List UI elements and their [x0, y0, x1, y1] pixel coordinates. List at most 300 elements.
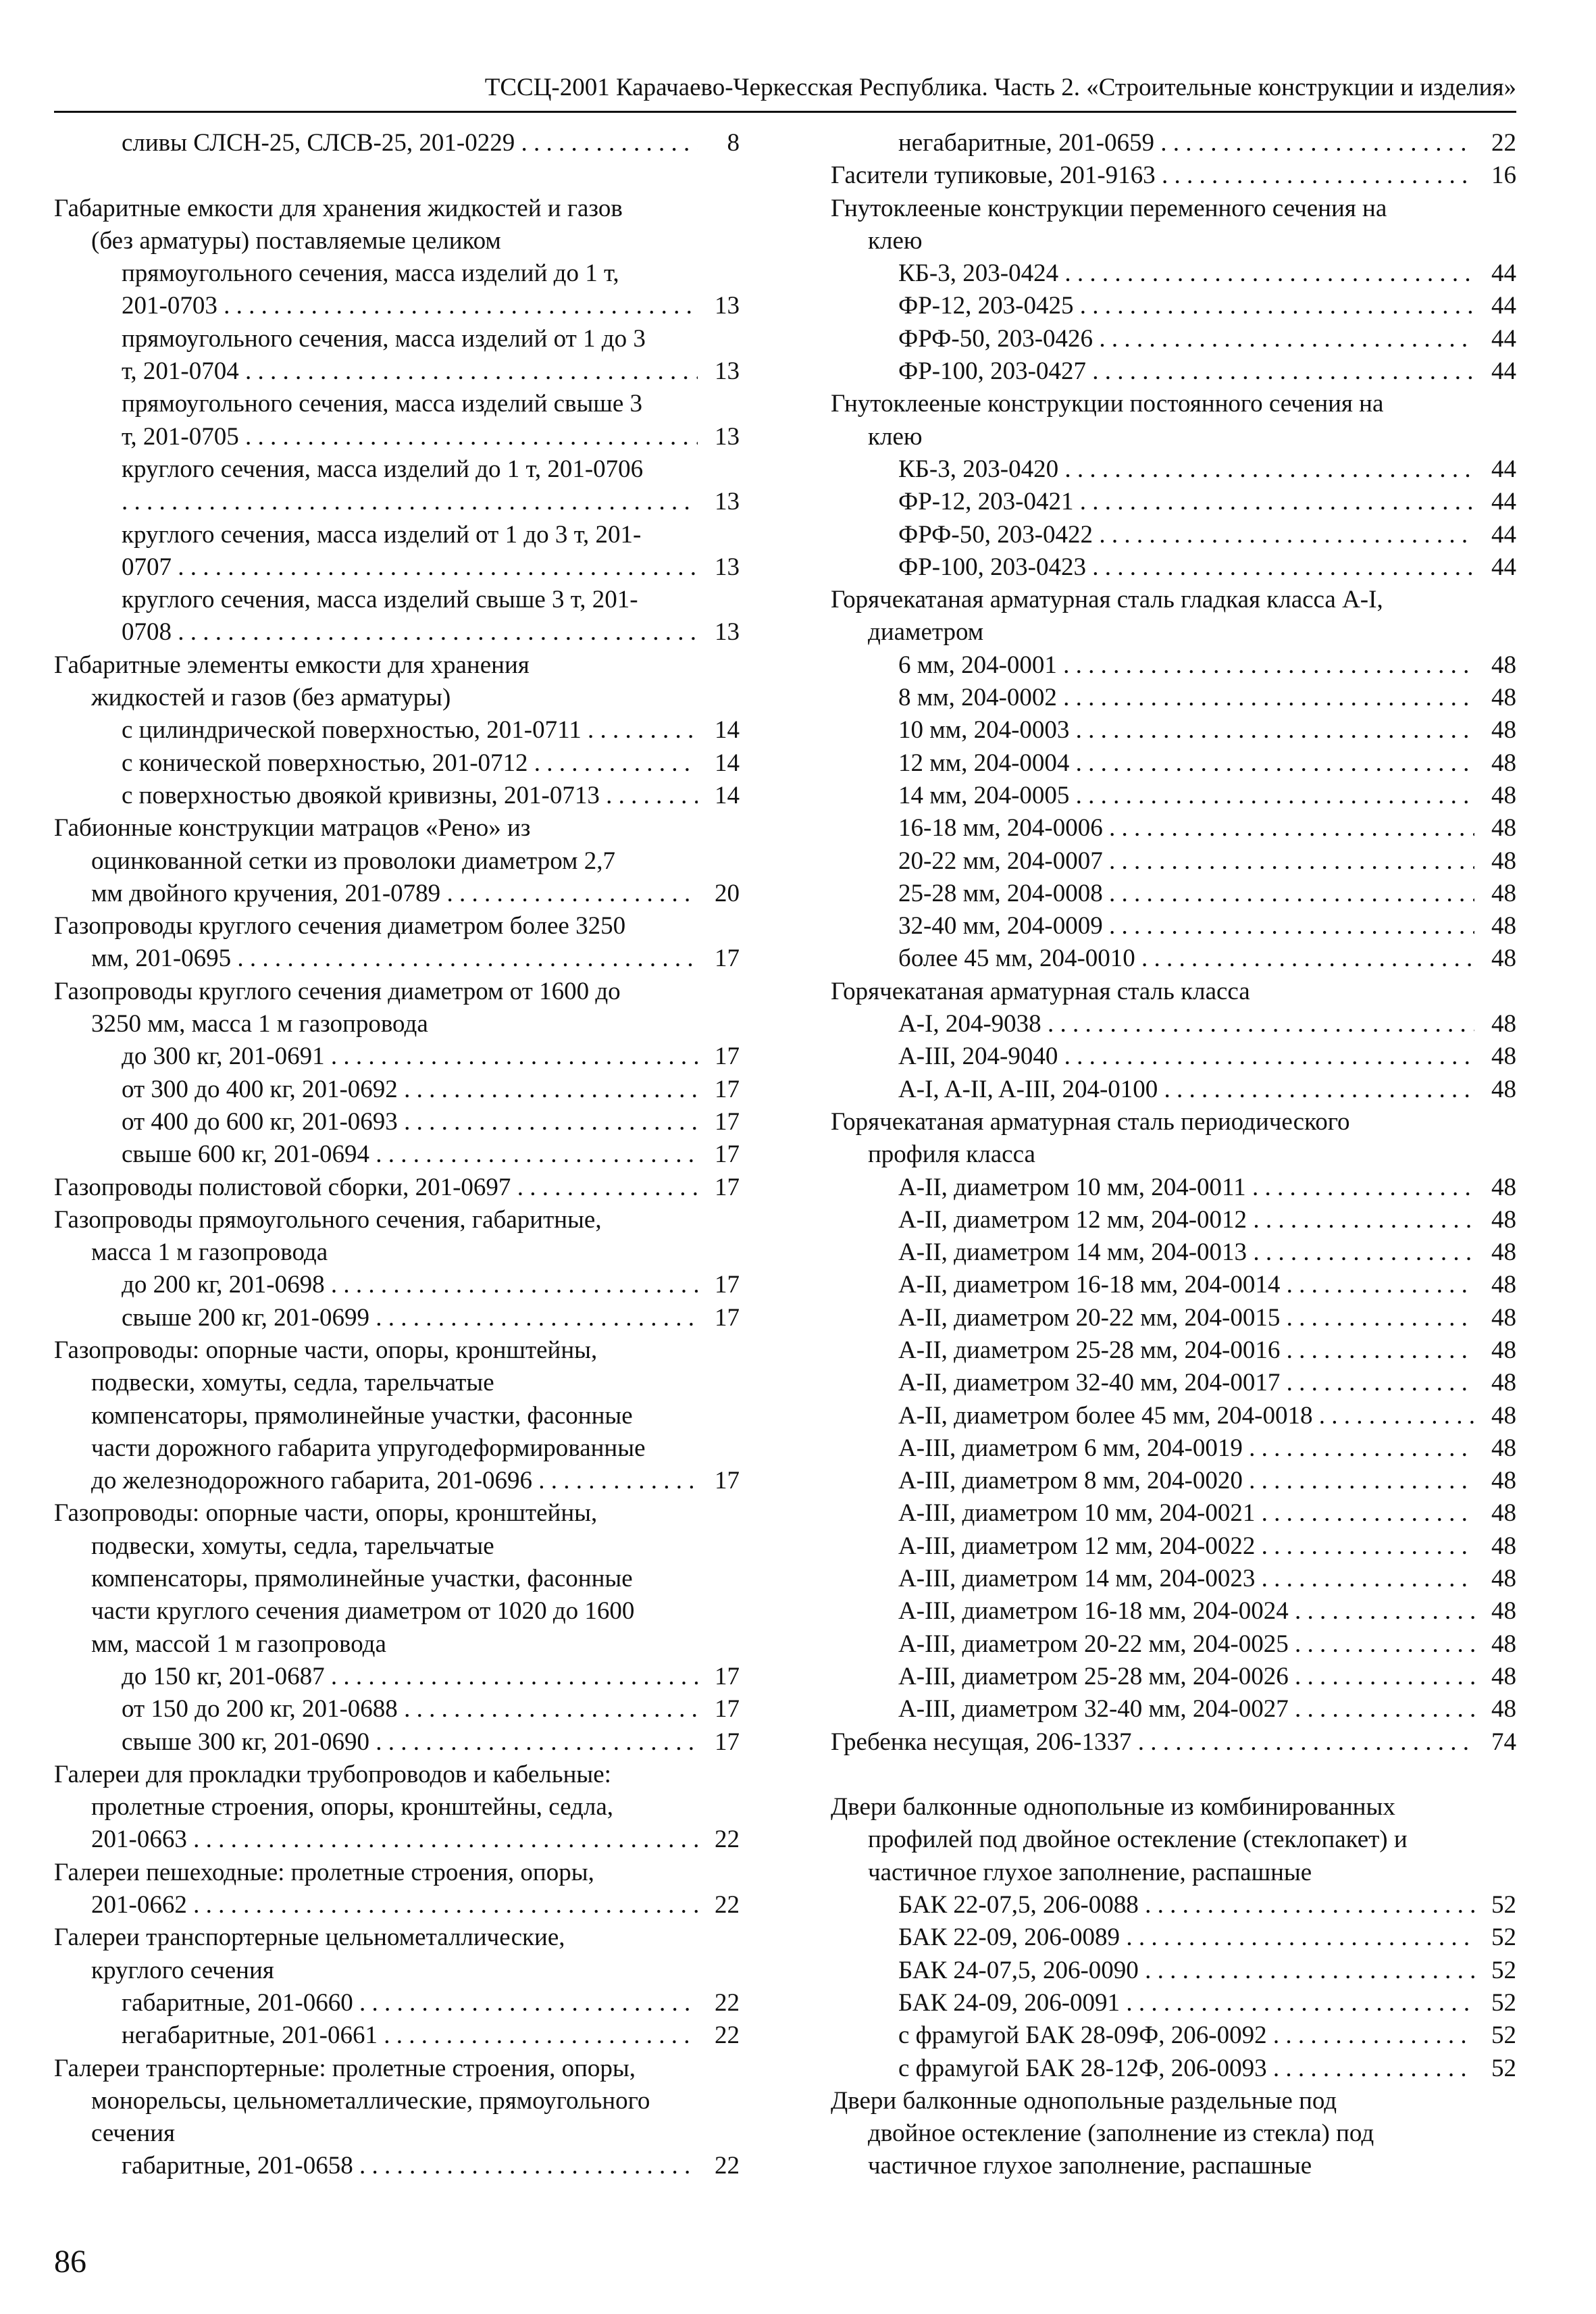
index-heading-line — [54, 910, 740, 942]
entry-text: A-III, диаметром 20-22 мм, 204-0025 . . . — [898, 1628, 1474, 1661]
index-entry — [831, 1400, 1516, 1432]
index-heading-line — [54, 1497, 740, 1530]
entry-page-number: 48 — [1489, 649, 1516, 682]
entry-page-number: 48 — [1489, 942, 1516, 975]
index-entry — [831, 453, 1516, 486]
entry-text: с конической поверхностью, 201-0712 . . . — [122, 747, 698, 780]
index-entry — [831, 1367, 1516, 1399]
entry-text: сечения — [91, 2119, 176, 2148]
index-entry — [831, 1334, 1516, 1367]
index-entry — [54, 1987, 740, 2019]
page-number: 86 — [54, 2244, 86, 2280]
entry-text: A-III, диаметром 8 мм, 204-0020 . . . — [898, 1465, 1474, 1497]
entry-text: с фрамугой БАК 28-09Ф, 206-0092 . . . — [898, 2019, 1474, 2052]
entry-text: ФР-100, 203-0423 . . . — [898, 551, 1474, 584]
entry-page-number: 48 — [1489, 910, 1516, 942]
index-entry — [831, 1008, 1516, 1040]
entry-page-number: 52 — [1489, 2053, 1516, 2085]
entry-text: Двери балконные однопольные раздельные под — [831, 2086, 1337, 2115]
index-entry — [831, 2053, 1516, 2085]
entry-text: 3250 мм, масса 1 м газопровода — [91, 1010, 428, 1038]
entry-page-number: 48 — [1489, 780, 1516, 812]
entry-page-number: 48 — [1489, 1693, 1516, 1726]
index-entry — [831, 2019, 1516, 2052]
entry-text: частичное глухое заполнение, распашные — [868, 2152, 1312, 2180]
index-heading-line — [54, 1791, 740, 1823]
index-entry — [831, 1889, 1516, 1921]
entry-text: БАК 24-09, 206-0091 . . . — [898, 1987, 1474, 2019]
index-entry — [54, 127, 740, 159]
index-entry — [831, 519, 1516, 551]
index-heading-line — [54, 1530, 740, 1563]
index-heading-line — [54, 257, 740, 290]
index-heading-line — [831, 388, 1516, 420]
index-entry — [831, 290, 1516, 322]
entry-page-number: 14 — [712, 780, 740, 812]
index-entry — [54, 1693, 740, 1726]
index-heading-line — [54, 1857, 740, 1889]
entry-text: от 300 до 400 кг, 201-0692 . . . — [122, 1074, 698, 1106]
entry-page-number: 48 — [1489, 1172, 1516, 1204]
entry-page-number: 44 — [1489, 323, 1516, 355]
entry-page-number: 44 — [1489, 486, 1516, 518]
entry-text: Габионные конструкции матрацов «Рено» из — [54, 814, 531, 842]
entry-page-number: 52 — [1489, 1987, 1516, 2019]
entry-text: A-III, диаметром 10 мм, 204-0021 . . . — [898, 1497, 1474, 1530]
index-entry — [831, 845, 1516, 878]
entry-text: подвески, хомуты, седла, тарельчатые — [91, 1369, 494, 1397]
entry-text: компенсаторы, прямолинейные участки, фасонные — [91, 1565, 633, 1593]
entry-text: Горячекатаная арматурная сталь гладкая класса A-I, — [831, 586, 1383, 614]
index-heading-line — [54, 1204, 740, 1236]
index-heading-line — [831, 976, 1516, 1008]
entry-text: мм, массой 1 м газопровода — [91, 1630, 386, 1658]
entry-text: 0707 . . . — [122, 551, 698, 584]
index-entry — [54, 421, 740, 453]
index-heading-line — [831, 2117, 1516, 2150]
entry-page-number: 44 — [1489, 257, 1516, 290]
index-entry — [831, 1432, 1516, 1465]
entry-page-number: 20 — [712, 878, 740, 910]
entry-page-number: 48 — [1489, 1040, 1516, 1073]
index-heading-line — [54, 1432, 740, 1465]
entry-page-number: 13 — [712, 486, 740, 518]
entry-text: оцинкованной сетки из проволоки диаметром 2,7 — [91, 847, 615, 875]
index-entry — [54, 1269, 740, 1301]
entry-page-number: 48 — [1489, 1563, 1516, 1595]
entry-text: Габаритные элементы емкости для хранения — [54, 651, 530, 679]
index-entry — [831, 1921, 1516, 1954]
entry-text — [122, 486, 698, 518]
index-heading-line — [54, 845, 740, 878]
index-entry — [831, 780, 1516, 812]
entry-text: более 45 мм, 204-0010 . . . — [898, 942, 1474, 975]
index-heading-line — [54, 1008, 740, 1040]
index-heading-line — [831, 1106, 1516, 1138]
index-heading-line — [54, 323, 740, 355]
index-entry — [831, 1465, 1516, 1497]
entry-text: габаритные, 201-0658 . . . — [122, 2150, 698, 2182]
index-heading-line — [831, 2085, 1516, 2117]
index-heading-line — [54, 1400, 740, 1432]
entry-text: 201-0663 . . . — [91, 1823, 698, 1856]
entry-text: диаметром — [868, 618, 984, 647]
index-heading-line — [54, 2053, 740, 2085]
entry-text: до 150 кг, 201-0687 . . . — [122, 1661, 698, 1693]
index-entry — [831, 1987, 1516, 2019]
entry-text: Горячекатаная арматурная сталь периодического — [831, 1107, 1350, 1136]
entry-text: прямоугольного сечения, масса изделий свыше 3 — [122, 390, 643, 418]
entry-text: 8 мм, 204-0002 . . . — [898, 682, 1474, 714]
index-entry — [831, 257, 1516, 290]
entry-text: масса 1 м газопровода — [91, 1238, 328, 1267]
entry-text: профилей под двойное остекление (стеклопакет) и — [868, 1826, 1408, 1854]
entry-text: 25-28 мм, 204-0008 . . . — [898, 878, 1474, 910]
index-entry — [831, 159, 1516, 192]
index-heading-line — [54, 1759, 740, 1791]
entry-page-number: 22 — [712, 1823, 740, 1856]
entry-text: A-II, диаметром 14 мм, 204-0013 . . . — [898, 1236, 1474, 1269]
index-entry — [831, 323, 1516, 355]
entry-text: до 300 кг, 201-0691 . . . — [122, 1040, 698, 1073]
entry-text: Гасители тупиковые, 201-9163 . . . — [831, 159, 1474, 192]
entry-page-number: 17 — [712, 1172, 740, 1204]
index-entry — [54, 1465, 740, 1497]
index-heading-line — [54, 1595, 740, 1628]
entry-text: круглого сечения — [91, 1956, 274, 1984]
entry-text: A-II, диаметром более 45 мм, 204-0018 . . . — [898, 1400, 1474, 1432]
index-entry — [54, 355, 740, 388]
entry-page-number: 8 — [725, 127, 740, 159]
entry-text: части круглого сечения диаметром от 1020 до 1600 — [91, 1597, 635, 1626]
blank-line — [831, 1759, 1516, 1791]
index-entry — [54, 714, 740, 747]
entry-text: 6 мм, 204-0001 . . . — [898, 649, 1474, 682]
entry-page-number: 52 — [1489, 2019, 1516, 2052]
entry-page-number: 13 — [712, 355, 740, 388]
index-entry — [831, 1074, 1516, 1106]
entry-text: A-I, A-II, A-III, 204-0100 . . . — [898, 1074, 1474, 1106]
entry-page-number: 48 — [1489, 1074, 1516, 1106]
index-entry — [54, 1823, 740, 1856]
index-heading-line — [54, 1563, 740, 1595]
entry-page-number: 16 — [1489, 159, 1516, 192]
index-entry — [831, 355, 1516, 388]
index-heading-line — [54, 649, 740, 682]
entry-text: части дорожного габарита упругодеформированные — [91, 1434, 646, 1462]
entry-text: т, 201-0704 . . . — [122, 355, 698, 388]
index-entry — [54, 1726, 740, 1759]
entry-page-number: 44 — [1489, 355, 1516, 388]
index-heading-line — [54, 193, 740, 225]
entry-page-number: 52 — [1489, 1955, 1516, 1987]
entry-page-number: 52 — [1489, 1921, 1516, 1954]
entry-page-number: 48 — [1489, 714, 1516, 747]
entry-page-number: 17 — [712, 942, 740, 975]
index-entry — [54, 1302, 740, 1334]
entry-text: A-III, 204-9040 . . . — [898, 1040, 1474, 1073]
index-heading-line — [54, 519, 740, 551]
entry-text: КБ-3, 203-0420 . . . — [898, 453, 1474, 486]
entry-text: Газопроводы полистовой сборки, 201-0697 . . . — [54, 1172, 698, 1204]
entry-text: КБ-3, 203-0424 . . . — [898, 257, 1474, 290]
entry-text: Гнутоклееные конструкции переменного сечения на — [831, 194, 1387, 222]
entry-text: монорельсы, цельнометаллические, прямоугольного — [91, 2086, 650, 2115]
entry-text: Габаритные емкости для хранения жидкостей и газов — [54, 194, 623, 222]
entry-page-number: 48 — [1489, 1302, 1516, 1334]
entry-text: негабаритные, 201-0661 . . . — [122, 2019, 698, 2052]
entry-text: круглого сечения, масса изделий до 1 т, 201-0706 — [122, 455, 644, 483]
index-entry — [831, 1661, 1516, 1693]
index-heading-line — [54, 812, 740, 845]
entry-page-number: 48 — [1489, 1236, 1516, 1269]
index-entry — [831, 1726, 1516, 1759]
index-entry — [831, 714, 1516, 747]
index-entry — [831, 551, 1516, 584]
entry-text: Газопроводы прямоугольного сечения, габаритные, — [54, 1205, 602, 1234]
index-heading-line — [831, 1138, 1516, 1171]
entry-page-number: 17 — [712, 1040, 740, 1073]
entry-page-number: 22 — [1489, 127, 1516, 159]
entry-text: профиля класса — [868, 1140, 1035, 1169]
index-entry — [831, 747, 1516, 780]
index-heading-line — [831, 2150, 1516, 2182]
entry-text: 20-22 мм, 204-0007 . . . — [898, 845, 1474, 878]
entry-text: сливы СЛСН-25, СЛСВ-25, 201-0229 . . . — [122, 127, 698, 159]
entry-page-number: 48 — [1489, 747, 1516, 780]
index-entry — [831, 1595, 1516, 1628]
index-heading-line — [54, 1334, 740, 1367]
index-entry — [54, 290, 740, 322]
index-entry — [54, 2019, 740, 2052]
entry-text: A-II, диаметром 16-18 мм, 204-0014 . . . — [898, 1269, 1474, 1301]
entry-text: Газопроводы круглого сечения диаметром более 3250 — [54, 912, 626, 940]
entry-page-number: 48 — [1489, 1400, 1516, 1432]
entry-page-number: 17 — [712, 1726, 740, 1759]
entry-text: A-I, 204-9038 . . . — [898, 1008, 1474, 1040]
entry-page-number: 22 — [712, 1889, 740, 1921]
entry-page-number: 48 — [1489, 1367, 1516, 1399]
entry-page-number: 48 — [1489, 1269, 1516, 1301]
index-entry — [831, 1236, 1516, 1269]
index-heading-line — [54, 225, 740, 257]
index-heading-line — [54, 1236, 740, 1269]
index-entry — [54, 1138, 740, 1171]
index-entry — [831, 910, 1516, 942]
entry-text: Газопроводы круглого сечения диаметром от 1600 до — [54, 977, 621, 1005]
index-entry — [54, 486, 740, 518]
index-entry — [831, 486, 1516, 518]
entry-text: A-II, диаметром 25-28 мм, 204-0016 . . . — [898, 1334, 1474, 1367]
entry-text: Газопроводы: опорные части, опоры, кронштейны, — [54, 1336, 598, 1364]
entry-page-number: 48 — [1489, 1204, 1516, 1236]
entry-page-number: 48 — [1489, 1008, 1516, 1040]
entry-page-number: 17 — [712, 1074, 740, 1106]
entry-text: Гребенка несущая, 206-1337 . . . — [831, 1726, 1474, 1759]
entry-page-number: 14 — [712, 714, 740, 747]
entry-text: (без арматуры) поставляемые целиком — [91, 226, 501, 255]
index-entry — [831, 127, 1516, 159]
entry-page-number: 22 — [712, 2150, 740, 2182]
entry-text: габаритные, 201-0660 . . . — [122, 1987, 698, 2019]
entry-page-number: 17 — [712, 1269, 740, 1301]
entry-text: ФРФ-50, 203-0426 . . . — [898, 323, 1474, 355]
entry-page-number: 17 — [712, 1138, 740, 1171]
entry-text: A-II, диаметром 10 мм, 204-0011 . . . — [898, 1172, 1474, 1204]
index-entry — [831, 812, 1516, 845]
entry-text: 32-40 мм, 204-0009 . . . — [898, 910, 1474, 942]
index-entry — [831, 682, 1516, 714]
entry-text: прямоугольного сечения, масса изделий до 1 т, — [122, 259, 619, 288]
index-entry — [831, 1040, 1516, 1073]
index-entry — [54, 1889, 740, 1921]
entry-page-number: 17 — [712, 1693, 740, 1726]
entry-page-number: 48 — [1489, 878, 1516, 910]
entry-page-number: 13 — [712, 616, 740, 649]
index-entry — [54, 942, 740, 975]
entry-page-number: 48 — [1489, 812, 1516, 845]
index-entry — [831, 1955, 1516, 1987]
entry-page-number: 74 — [1489, 1726, 1516, 1759]
index-entry — [54, 747, 740, 780]
entry-page-number: 17 — [712, 1302, 740, 1334]
index-entry — [54, 1074, 740, 1106]
index-column-right — [831, 127, 1516, 2183]
entry-text: 12 мм, 204-0004 . . . — [898, 747, 1474, 780]
entry-text: БАК 24-07,5, 206-0090 . . . — [898, 1955, 1474, 1987]
index-entry — [831, 649, 1516, 682]
entry-text: Газопроводы: опорные части, опоры, кронштейны, — [54, 1499, 598, 1528]
entry-text: т, 201-0705 . . . — [122, 421, 698, 453]
entry-text: ФРФ-50, 203-0422 . . . — [898, 519, 1474, 551]
entry-text: до железнодорожного габарита, 201-0696 . . . — [91, 1465, 698, 1497]
index-entry — [831, 1269, 1516, 1301]
index-entry — [54, 2150, 740, 2182]
entry-page-number: 17 — [712, 1661, 740, 1693]
index-heading-line — [54, 1367, 740, 1399]
entry-text: A-III, диаметром 32-40 мм, 204-0027 . . . — [898, 1693, 1474, 1726]
index-entry — [831, 942, 1516, 975]
index-heading-line — [54, 388, 740, 420]
index-heading-line — [831, 1857, 1516, 1889]
entry-text: Галереи пешеходные: пролетные строения, опоры, — [54, 1858, 594, 1886]
entry-page-number: 13 — [712, 551, 740, 584]
index-entry — [831, 1497, 1516, 1530]
entry-page-number: 22 — [712, 2019, 740, 2052]
entry-text: 0708 . . . — [122, 616, 698, 649]
entry-page-number: 48 — [1489, 1530, 1516, 1563]
entry-text: Галереи транспортерные: пролетные строения, опоры, — [54, 2054, 636, 2082]
entry-page-number: 52 — [1489, 1889, 1516, 1921]
entry-page-number: 22 — [712, 1987, 740, 2019]
index-heading-line — [54, 682, 740, 714]
index-entry — [831, 1628, 1516, 1661]
entry-text: с фрамугой БАК 28-12Ф, 206-0093 . . . — [898, 2053, 1474, 2085]
entry-page-number: 13 — [712, 421, 740, 453]
index-entry — [831, 1302, 1516, 1334]
entry-text: частичное глухое заполнение, распашные — [868, 1858, 1312, 1886]
entry-text: от 400 до 600 кг, 201-0693 . . . — [122, 1106, 698, 1138]
entry-page-number: 17 — [712, 1465, 740, 1497]
entry-text: A-III, диаметром 14 мм, 204-0023 . . . — [898, 1563, 1474, 1595]
entry-text: клею — [868, 422, 923, 451]
index-heading-line — [831, 193, 1516, 225]
entry-text: A-III, диаметром 25-28 мм, 204-0026 . . . — [898, 1661, 1474, 1693]
entry-page-number: 44 — [1489, 453, 1516, 486]
index-entry — [831, 1693, 1516, 1726]
index-heading-line — [831, 584, 1516, 616]
entry-text: клею — [868, 226, 923, 255]
index-entry — [54, 551, 740, 584]
entry-page-number: 48 — [1489, 1432, 1516, 1465]
entry-text: A-III, диаметром 6 мм, 204-0019 . . . — [898, 1432, 1474, 1465]
entry-page-number: 48 — [1489, 1595, 1516, 1628]
index-heading-line — [54, 976, 740, 1008]
entry-page-number: 48 — [1489, 1497, 1516, 1530]
entry-text: 10 мм, 204-0003 . . . — [898, 714, 1474, 747]
entry-text: пролетные строения, опоры, кронштейны, седла, — [91, 1793, 613, 1821]
index-entry — [54, 1040, 740, 1073]
index-entry — [54, 1172, 740, 1204]
index-column-left — [54, 127, 740, 2183]
entry-page-number: 44 — [1489, 551, 1516, 584]
entry-text: круглого сечения, масса изделий от 1 до 3 т, 201- — [122, 520, 642, 549]
entry-text: A-III, диаметром 12 мм, 204-0022 . . . — [898, 1530, 1474, 1563]
entry-page-number: 14 — [712, 747, 740, 780]
entry-page-number: 48 — [1489, 1465, 1516, 1497]
entry-text: A-II, диаметром 32-40 мм, 204-0017 . . . — [898, 1367, 1474, 1399]
entry-page-number: 44 — [1489, 519, 1516, 551]
index-heading-line — [54, 1955, 740, 1987]
entry-text: свыше 200 кг, 201-0699 . . . — [122, 1302, 698, 1334]
entry-text: ФР-12, 203-0421 . . . — [898, 486, 1474, 518]
entry-text: свыше 300 кг, 201-0690 . . . — [122, 1726, 698, 1759]
entry-text: БАК 22-07,5, 206-0088 . . . — [898, 1889, 1474, 1921]
entry-page-number: 48 — [1489, 1334, 1516, 1367]
entry-page-number: 48 — [1489, 845, 1516, 878]
entry-text: A-II, диаметром 12 мм, 204-0012 . . . — [898, 1204, 1474, 1236]
entry-text: 201-0703 . . . — [122, 290, 698, 322]
index-heading-line — [54, 1628, 740, 1661]
entry-text: мм, 201-0695 . . . — [91, 942, 698, 975]
index-entry — [54, 1661, 740, 1693]
entry-page-number: 44 — [1489, 290, 1516, 322]
index-entry — [54, 616, 740, 649]
index-entry — [54, 780, 740, 812]
entry-text: ФР-100, 203-0427 . . . — [898, 355, 1474, 388]
index-heading-line — [831, 1791, 1516, 1823]
entry-text: жидкостей и газов (без арматуры) — [91, 684, 451, 712]
index-entry — [831, 1204, 1516, 1236]
entry-text: с цилиндрической поверхностью, 201-0711 . . . — [122, 714, 698, 747]
index-heading-line — [831, 421, 1516, 453]
entry-text: Гнутоклееные конструкции постоянного сечения на — [831, 390, 1384, 418]
entry-text: A-III, диаметром 16-18 мм, 204-0024 . . . — [898, 1595, 1474, 1628]
index-entry — [831, 1563, 1516, 1595]
index-heading-line — [54, 453, 740, 486]
entry-text: Галереи транспортерные цельнометаллические, — [54, 1923, 565, 1952]
entry-page-number: 48 — [1489, 1628, 1516, 1661]
entry-text: до 200 кг, 201-0698 . . . — [122, 1269, 698, 1301]
entry-page-number: 17 — [712, 1106, 740, 1138]
entry-text: Двери балконные однопольные из комбинированных — [831, 1793, 1395, 1821]
entry-text: свыше 600 кг, 201-0694 . . . — [122, 1138, 698, 1171]
entry-text: круглого сечения, масса изделий свыше 3 т, 201- — [122, 586, 638, 614]
index-heading-line — [54, 2085, 740, 2117]
running-header: ТССЦ-2001 Карачаево-Черкесская Республика. Часть 2. «Строительные конструкции и изделия» — [54, 68, 1516, 113]
index-heading-line — [831, 1823, 1516, 1856]
entry-text: негабаритные, 201-0659 . . . — [898, 127, 1474, 159]
